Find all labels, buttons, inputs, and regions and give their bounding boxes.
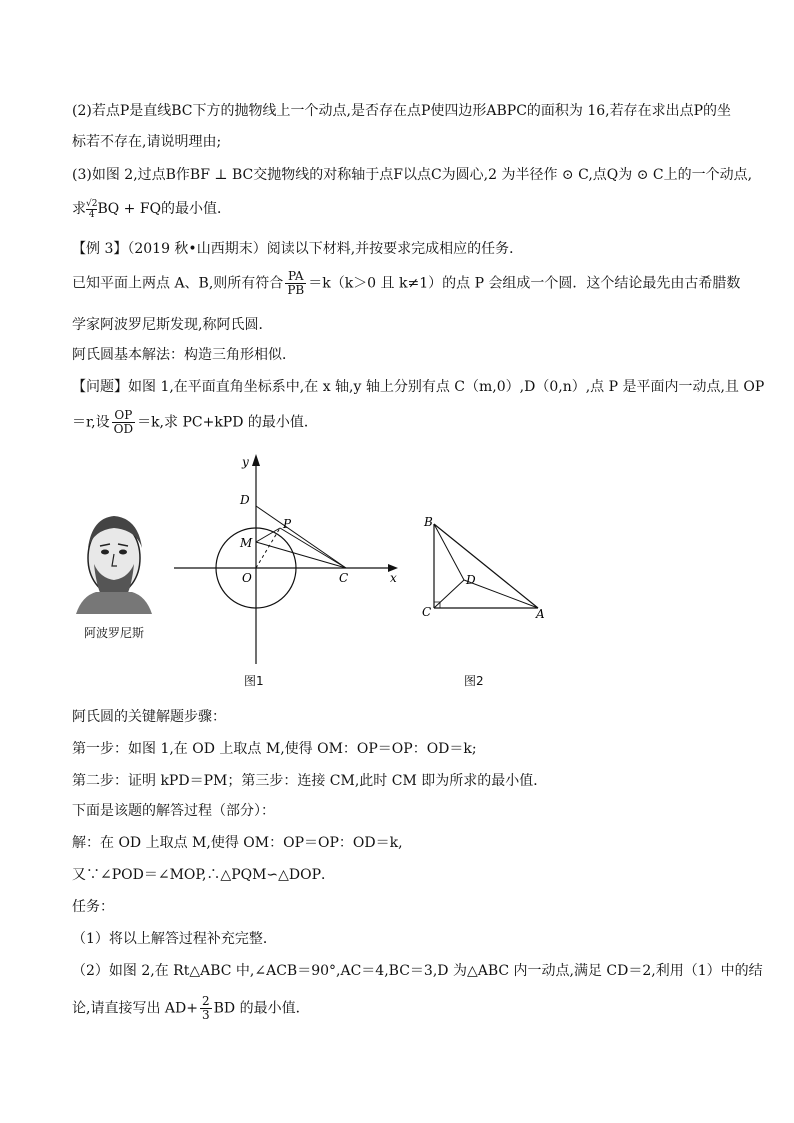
steps-title: 阿氏圆的关键解题步骤：	[72, 709, 226, 725]
known-prefix: 已知平面上两点 A、B,则所有符合	[72, 275, 284, 292]
label-d2: D	[466, 573, 476, 587]
q3-prefix: 求	[72, 201, 86, 217]
task-2-line-2	[72, 995, 310, 1022]
segment-bd	[434, 524, 464, 580]
label-b: B	[424, 515, 433, 529]
segment-pc	[280, 528, 346, 568]
q3-fraction-den: 4	[88, 209, 95, 220]
label-a: A	[536, 607, 545, 621]
label-p: P	[283, 517, 292, 531]
label-d: D	[240, 493, 250, 507]
y-axis-arrow	[252, 454, 260, 466]
figure-2-caption: 图2	[464, 674, 484, 688]
task2-fraction	[200, 995, 212, 1022]
q3-fraction-num: √2	[86, 198, 98, 209]
known-fraction-den: PB	[287, 283, 305, 297]
problem-suffix: ＝k,求 PC+kPD 的最小值．	[137, 414, 318, 431]
segment-ba	[434, 524, 538, 608]
problem-prefix: ＝r,设	[72, 414, 110, 431]
step-1: 第一步：如图 1,在 OD 上取点 M,使得 OM：OP＝OP：OD＝k;	[72, 741, 477, 757]
problem-line-2	[72, 409, 318, 436]
known-fraction	[285, 270, 306, 297]
method-line: 阿氏圆基本解法：构造三角形相似．	[72, 347, 296, 363]
known-suffix: ＝k（k＞0 且 k≠1）的点 P 会组成一个圆．这个结论最先由古希腊数	[308, 275, 741, 292]
q2-line-2: 标若不存在,请说明理由;	[72, 134, 222, 150]
task-2-line-1: （2）如图 2,在 Rt△ABC 中,∠ACB＝90°,AC＝4,BC＝3,D 为△ABC 内一动点,满足 CD＝2,利用（1）中的结	[72, 963, 763, 979]
figure-1	[170, 450, 410, 670]
label-m: M	[240, 536, 253, 550]
task2-fraction-den: 3	[201, 1008, 210, 1022]
task2-prefix: 论,请直接写出 AD+	[72, 1000, 198, 1017]
segment-dc	[256, 506, 346, 568]
q3-line-2	[72, 198, 231, 220]
portrait-caption: 阿波罗尼斯	[84, 626, 145, 640]
label-c: C	[339, 571, 349, 585]
step-2: 第二步：证明 kPD＝PM；第三步：连接 CM,此时 CM 即为所求的最小值．	[72, 773, 548, 789]
known-line-1	[72, 270, 740, 297]
partial-title: 下面是该题的解答过程（部分）：	[72, 803, 275, 819]
solution-line-2: 又∵∠POD＝∠MOP,∴△PQM∽△DOP．	[72, 867, 336, 883]
known-line-2: 学家阿波罗尼斯发现,称阿氏圆．	[72, 317, 273, 333]
problem-fraction-den: OD	[113, 422, 134, 436]
apollonius-portrait	[72, 508, 156, 614]
problem-fraction	[112, 409, 135, 436]
label-o: O	[242, 571, 252, 585]
q3-line-1: (3)如图 2,过点B作BF ⊥ BC交抛物线的对称轴于点F以点C为圆心,2 为半径作 ⊙ C,点Q为 ⊙ C上的一个动点,	[72, 167, 753, 183]
q3-suffix: BQ + FQ的最小值．	[97, 201, 232, 217]
figure-1-caption: 图1	[244, 674, 264, 688]
segment-cd	[434, 580, 464, 608]
task2-fraction-num: 2	[201, 994, 210, 1008]
figure-2	[418, 512, 558, 622]
task2-suffix: BD 的最小值．	[213, 1000, 310, 1017]
example-3-heading: 【例 3】（2019 秋•山西期末）阅读以下材料,并按要求完成相应的任务．	[72, 241, 524, 257]
known-fraction-num: PA	[285, 270, 306, 284]
label-y: y	[242, 455, 249, 469]
solution-line-1: 解：在 OD 上取点 M,使得 OM：OP＝OP：OD＝k,	[72, 835, 403, 851]
task-title: 任务：	[72, 899, 114, 915]
q3-fraction	[86, 199, 97, 220]
problem-fraction-num: OP	[112, 409, 135, 423]
q2-line-1: (2)若点P是直线BC下方的抛物线上一个动点,是否存在点P使四边形ABPC的面积为 16,若存在求出点P的坐	[72, 103, 732, 119]
task-1: （1）将以上解答过程补充完整．	[72, 931, 277, 947]
label-c2: C	[422, 605, 432, 619]
label-x: x	[390, 571, 397, 585]
problem-line-1: 【问题】如图 1,在平面直角坐标系中,在 x 轴,y 轴上分别有点 C（m,0）,D（0,n）,点 P 是平面内一动点,且 OP	[72, 379, 765, 395]
